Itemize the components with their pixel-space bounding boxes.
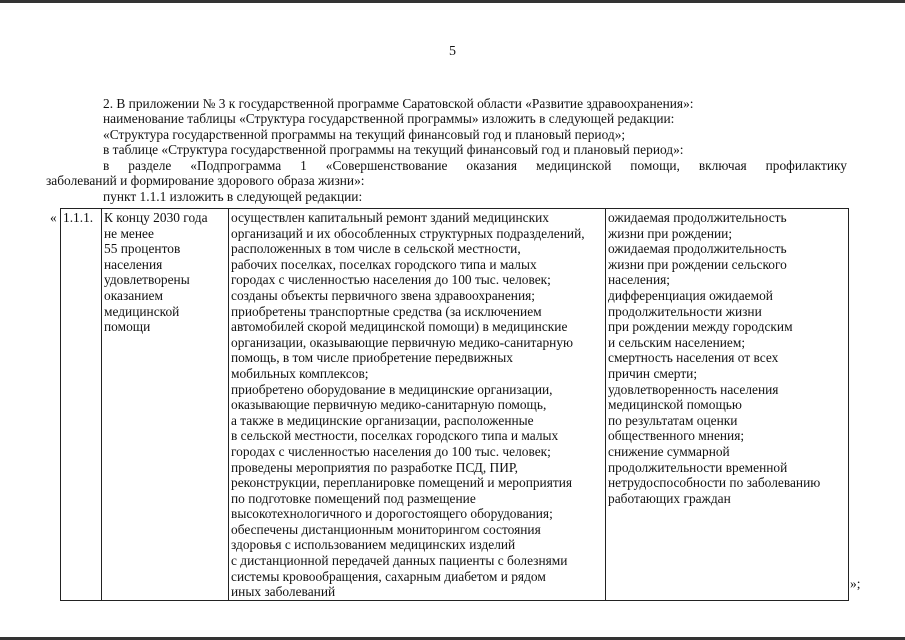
- indicators-line: по результатам оценки: [608, 412, 738, 428]
- indicators-line: продолжительности временной: [608, 459, 788, 475]
- indicators-line: смертность населения от всех: [608, 350, 779, 366]
- indicators-line: медицинской помощью: [608, 397, 742, 413]
- goal-line: К концу 2030 года: [104, 210, 208, 225]
- indicators-line: работающих граждан: [608, 490, 731, 506]
- indicators-line: жизни при рождении;: [608, 225, 733, 241]
- results-line: приобретено оборудование в медицинские организации,: [231, 381, 553, 397]
- results-line: созданы объекты первичного звена здравоохранения;: [231, 287, 535, 303]
- results-line: городах с численностью населения до 100 тыс. человек;: [231, 443, 551, 459]
- results-line: по подготовке помещений под размещение: [231, 490, 476, 506]
- paragraph-2: наименование таблицы «Структура государственной программы» изложить в следующей редакции:: [103, 111, 675, 126]
- indicators-line: нетрудоспособности по заболеванию: [608, 475, 821, 491]
- results-cell: [229, 209, 606, 601]
- paragraph-1: 2. В приложении № 3 к государственной программе Саратовской области «Развитие здравоохранения»:: [103, 96, 694, 111]
- indicators-line: населения;: [608, 272, 670, 288]
- indicators-line: причин смерти;: [608, 365, 698, 381]
- results-line: городах с численностью населения до 100 тыс. человек;: [231, 272, 551, 288]
- program-structure-table: [60, 208, 849, 601]
- goal-line: удовлетворены: [104, 272, 190, 288]
- results-line: осуществлен капитальный ремонт зданий медицинских: [231, 210, 549, 225]
- indicators-line: общественного мнения;: [608, 428, 745, 444]
- results-line: высокотехнологичного и дорогостоящего оборудования;: [231, 506, 553, 522]
- scan-edge-top: [0, 0, 905, 3]
- results-line: с дистанционной передачей данных пациенты с болезнями: [231, 553, 568, 569]
- paragraph-4: в таблице «Структура государственной программы на текущий финансовый год и плановый период»:: [103, 142, 684, 157]
- results-line: мобильных комплексов;: [231, 365, 369, 381]
- results-line: расположенных в том числе в сельской местности,: [231, 241, 521, 257]
- paragraph-6: пункт 1.1.1 изложить в следующей редакции:: [103, 189, 363, 204]
- page-number: 5: [449, 44, 456, 59]
- table-row: [61, 209, 849, 601]
- results-line: обеспечены дистанционным мониторингом состояния: [231, 521, 541, 537]
- results-line: организации, оказывающие первичную медико-санитарную: [231, 334, 574, 350]
- results-line: приобретены транспортные средства (за исключением: [231, 303, 542, 319]
- indicators-line: при рождении между городским: [608, 319, 793, 335]
- item-number-cell: 1.1.1.: [61, 209, 102, 601]
- goal-line: не менее: [104, 225, 154, 241]
- goal-line: медицинской: [104, 303, 180, 319]
- indicators-cell: [606, 209, 849, 601]
- indicators-line: и сельским населением;: [608, 334, 746, 350]
- goal-line: помощи: [104, 319, 151, 335]
- goal-line: 55 процентов: [104, 241, 181, 257]
- indicators-line: ожидаемая продолжительность: [608, 210, 787, 225]
- results-line: оказывающие первичную медико-санитарную помощь,: [231, 397, 547, 413]
- results-line: автомобилей скорой медицинской помощи) в медицинские: [231, 319, 568, 335]
- paragraph-5-line-2: заболеваний и формирование здорового образа жизни»:: [46, 173, 365, 188]
- goal-line: населения: [104, 256, 163, 272]
- results-line: рабочих поселках, поселках городского типа и малых: [231, 256, 537, 272]
- indicators-line: снижение суммарной: [608, 443, 730, 459]
- paragraph-3: «Структура государственной программы на текущий финансовый год и плановый период»;: [103, 127, 626, 142]
- results-line: организаций и их обособленных структурных подразделений,: [231, 225, 585, 241]
- results-line: реконструкции, перепланировке помещений и мероприятия: [231, 475, 573, 491]
- paragraph-5-line-1: в разделе «Подпрограмма 1 «Совершенствование оказания медицинской помощи, включая профилактику: [103, 158, 847, 173]
- results-line: иных заболеваний: [231, 584, 336, 600]
- indicators-line: ожидаемая продолжительность: [608, 241, 787, 257]
- results-line: помощь, в том числе приобретение передвижных: [231, 350, 513, 366]
- indicators-line: удовлетворенность населения: [608, 381, 779, 397]
- goal-cell: [102, 209, 229, 601]
- results-line: а также в медицинские организации, расположенные: [231, 412, 534, 428]
- opening-quote: «: [50, 210, 57, 225]
- results-line: системы кровообращения, сахарным диабетом и рядом: [231, 568, 546, 584]
- results-line: проведены мероприятия по разработке ПСД, ПИР,: [231, 459, 519, 475]
- indicators-line: жизни при рождении сельского: [608, 256, 787, 272]
- indicators-line: дифференциация ожидаемой: [608, 287, 773, 303]
- indicators-line: продолжительности жизни: [608, 303, 762, 319]
- results-line: здоровья с использованием медицинских изделий: [231, 537, 516, 553]
- results-line: в сельской местности, поселках городского типа и малых: [231, 428, 559, 444]
- goal-line: оказанием: [104, 287, 163, 303]
- closing-quote: »;: [850, 576, 861, 591]
